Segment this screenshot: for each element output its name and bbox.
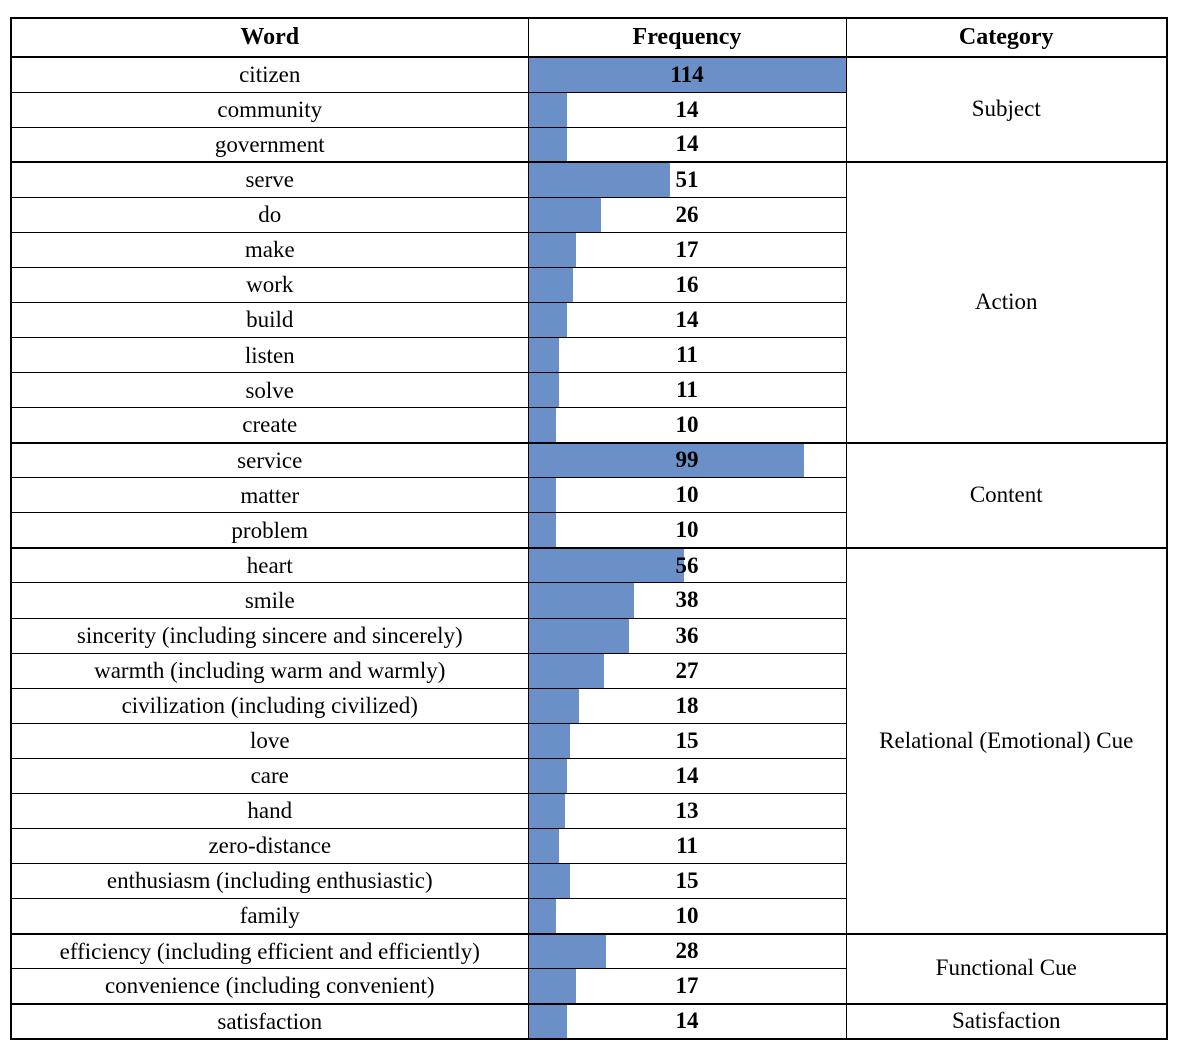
word-cell: enthusiasm (including enthusiastic) (11, 863, 528, 898)
frequency-cell (528, 899, 846, 934)
frequency-value: 14 (675, 131, 699, 157)
word-cell: zero-distance (11, 828, 528, 863)
frequency-cell (528, 934, 846, 969)
frequency-value: 56 (675, 552, 699, 578)
table-row (11, 1004, 1167, 1039)
frequency-value: 11 (676, 377, 698, 403)
frequency-cell (528, 92, 846, 127)
frequency-data-bar (529, 198, 601, 232)
frequency-data-bar (529, 689, 579, 723)
frequency-value: 10 (675, 482, 699, 508)
frequency-data-bar (529, 654, 604, 688)
category-cell: Relational (Emotional) Cue (846, 548, 1167, 934)
frequency-data-bar (529, 373, 560, 407)
frequency-cell (528, 232, 846, 267)
col-header-category: Category (846, 18, 1167, 57)
col-header-frequency: Frequency (528, 18, 846, 57)
frequency-data-bar (529, 128, 568, 162)
category-cell: Subject (846, 57, 1167, 162)
frequency-cell (528, 302, 846, 337)
word-cell: family (11, 899, 528, 934)
frequency-cell (528, 267, 846, 302)
word-cell: heart (11, 548, 528, 583)
frequency-value: 18 (675, 692, 699, 718)
word-cell: build (11, 302, 528, 337)
frequency-value: 13 (675, 797, 699, 823)
frequency-value: 99 (675, 447, 699, 473)
frequency-cell (528, 57, 846, 92)
category-cell: Action (846, 162, 1167, 443)
frequency-value: 16 (675, 271, 699, 297)
frequency-cell (528, 197, 846, 232)
category-cell: Functional Cue (846, 934, 1167, 1004)
word-cell: serve (11, 162, 528, 197)
frequency-data-bar (529, 338, 560, 372)
frequency-data-bar (529, 408, 557, 442)
frequency-value: 10 (675, 902, 699, 928)
frequency-data-bar (529, 724, 571, 758)
table-row (11, 57, 1167, 92)
word-cell: service (11, 443, 528, 478)
frequency-cell (528, 618, 846, 653)
frequency-cell (528, 723, 846, 758)
word-cell: solve (11, 373, 528, 408)
frequency-data-bar (529, 93, 568, 127)
word-cell: love (11, 723, 528, 758)
frequency-data-bar (529, 1005, 568, 1038)
frequency-value: 28 (675, 938, 699, 964)
frequency-data-bar (529, 794, 565, 828)
frequency-value: 14 (675, 762, 699, 788)
word-cell: convenience (including convenient) (11, 969, 528, 1004)
word-cell: civilization (including civilized) (11, 688, 528, 723)
frequency-value: 14 (675, 1008, 699, 1034)
frequency-data-bar (529, 969, 576, 1003)
frequency-cell (528, 583, 846, 618)
frequency-cell (528, 653, 846, 688)
frequency-value: 27 (675, 657, 699, 683)
frequency-value: 38 (675, 587, 699, 613)
frequency-data-bar (529, 513, 557, 547)
table-row (11, 443, 1167, 478)
word-cell: hand (11, 793, 528, 828)
frequency-data-bar (529, 549, 685, 583)
frequency-cell (528, 127, 846, 162)
word-cell: government (11, 127, 528, 162)
word-cell: create (11, 408, 528, 443)
frequency-data-bar (529, 759, 568, 793)
frequency-data-bar (529, 899, 557, 933)
frequency-cell (528, 793, 846, 828)
category-cell: Satisfaction (846, 1004, 1167, 1039)
frequency-cell (528, 863, 846, 898)
word-cell: matter (11, 478, 528, 513)
frequency-data-bar (529, 163, 671, 197)
frequency-data-bar (529, 268, 573, 302)
frequency-value: 36 (675, 622, 699, 648)
word-cell: work (11, 267, 528, 302)
word-cell: efficiency (including efficient and efficiently) (11, 934, 528, 969)
frequency-cell (528, 443, 846, 478)
word-cell: make (11, 232, 528, 267)
table-row (11, 934, 1167, 969)
frequency-data-bar (529, 303, 568, 337)
frequency-cell (528, 338, 846, 373)
category-cell: Content (846, 443, 1167, 548)
frequency-value: 14 (675, 306, 699, 332)
header-row (11, 18, 1167, 57)
word-cell: satisfaction (11, 1004, 528, 1039)
frequency-value: 15 (675, 727, 699, 753)
word-cell: care (11, 758, 528, 793)
table-row (11, 162, 1167, 197)
frequency-data-bar (529, 935, 607, 969)
frequency-cell (528, 758, 846, 793)
word-cell: problem (11, 513, 528, 548)
frequency-cell (528, 373, 846, 408)
word-frequency-table (10, 17, 1168, 1040)
frequency-data-bar (529, 478, 557, 512)
frequency-value: 51 (675, 166, 699, 192)
frequency-value: 11 (676, 342, 698, 368)
frequency-value: 11 (676, 832, 698, 858)
frequency-cell (528, 408, 846, 443)
frequency-value: 26 (675, 201, 699, 227)
frequency-cell (528, 513, 846, 548)
word-cell: community (11, 92, 528, 127)
frequency-value: 15 (675, 867, 699, 893)
col-header-word: Word (11, 18, 528, 57)
frequency-cell (528, 478, 846, 513)
frequency-value: 17 (675, 236, 699, 262)
frequency-data-bar (529, 444, 804, 478)
frequency-data-bar (529, 233, 576, 267)
frequency-value: 14 (675, 96, 699, 122)
frequency-cell (528, 548, 846, 583)
word-cell: citizen (11, 57, 528, 92)
frequency-value: 10 (675, 411, 699, 437)
frequency-value: 10 (675, 517, 699, 543)
frequency-value: 114 (670, 61, 704, 87)
frequency-data-bar (529, 619, 629, 653)
frequency-cell (528, 1004, 846, 1039)
frequency-data-bar (529, 864, 571, 898)
frequency-cell (528, 688, 846, 723)
frequency-value: 17 (675, 972, 699, 998)
word-cell: do (11, 197, 528, 232)
word-cell: sincerity (including sincere and sincerely) (11, 618, 528, 653)
frequency-data-bar (529, 583, 635, 617)
word-cell: smile (11, 583, 528, 618)
word-cell: warmth (including warm and warmly) (11, 653, 528, 688)
frequency-cell (528, 969, 846, 1004)
frequency-cell (528, 162, 846, 197)
frequency-data-bar (529, 829, 560, 863)
table-row (11, 548, 1167, 583)
frequency-cell (528, 828, 846, 863)
word-cell: listen (11, 338, 528, 373)
